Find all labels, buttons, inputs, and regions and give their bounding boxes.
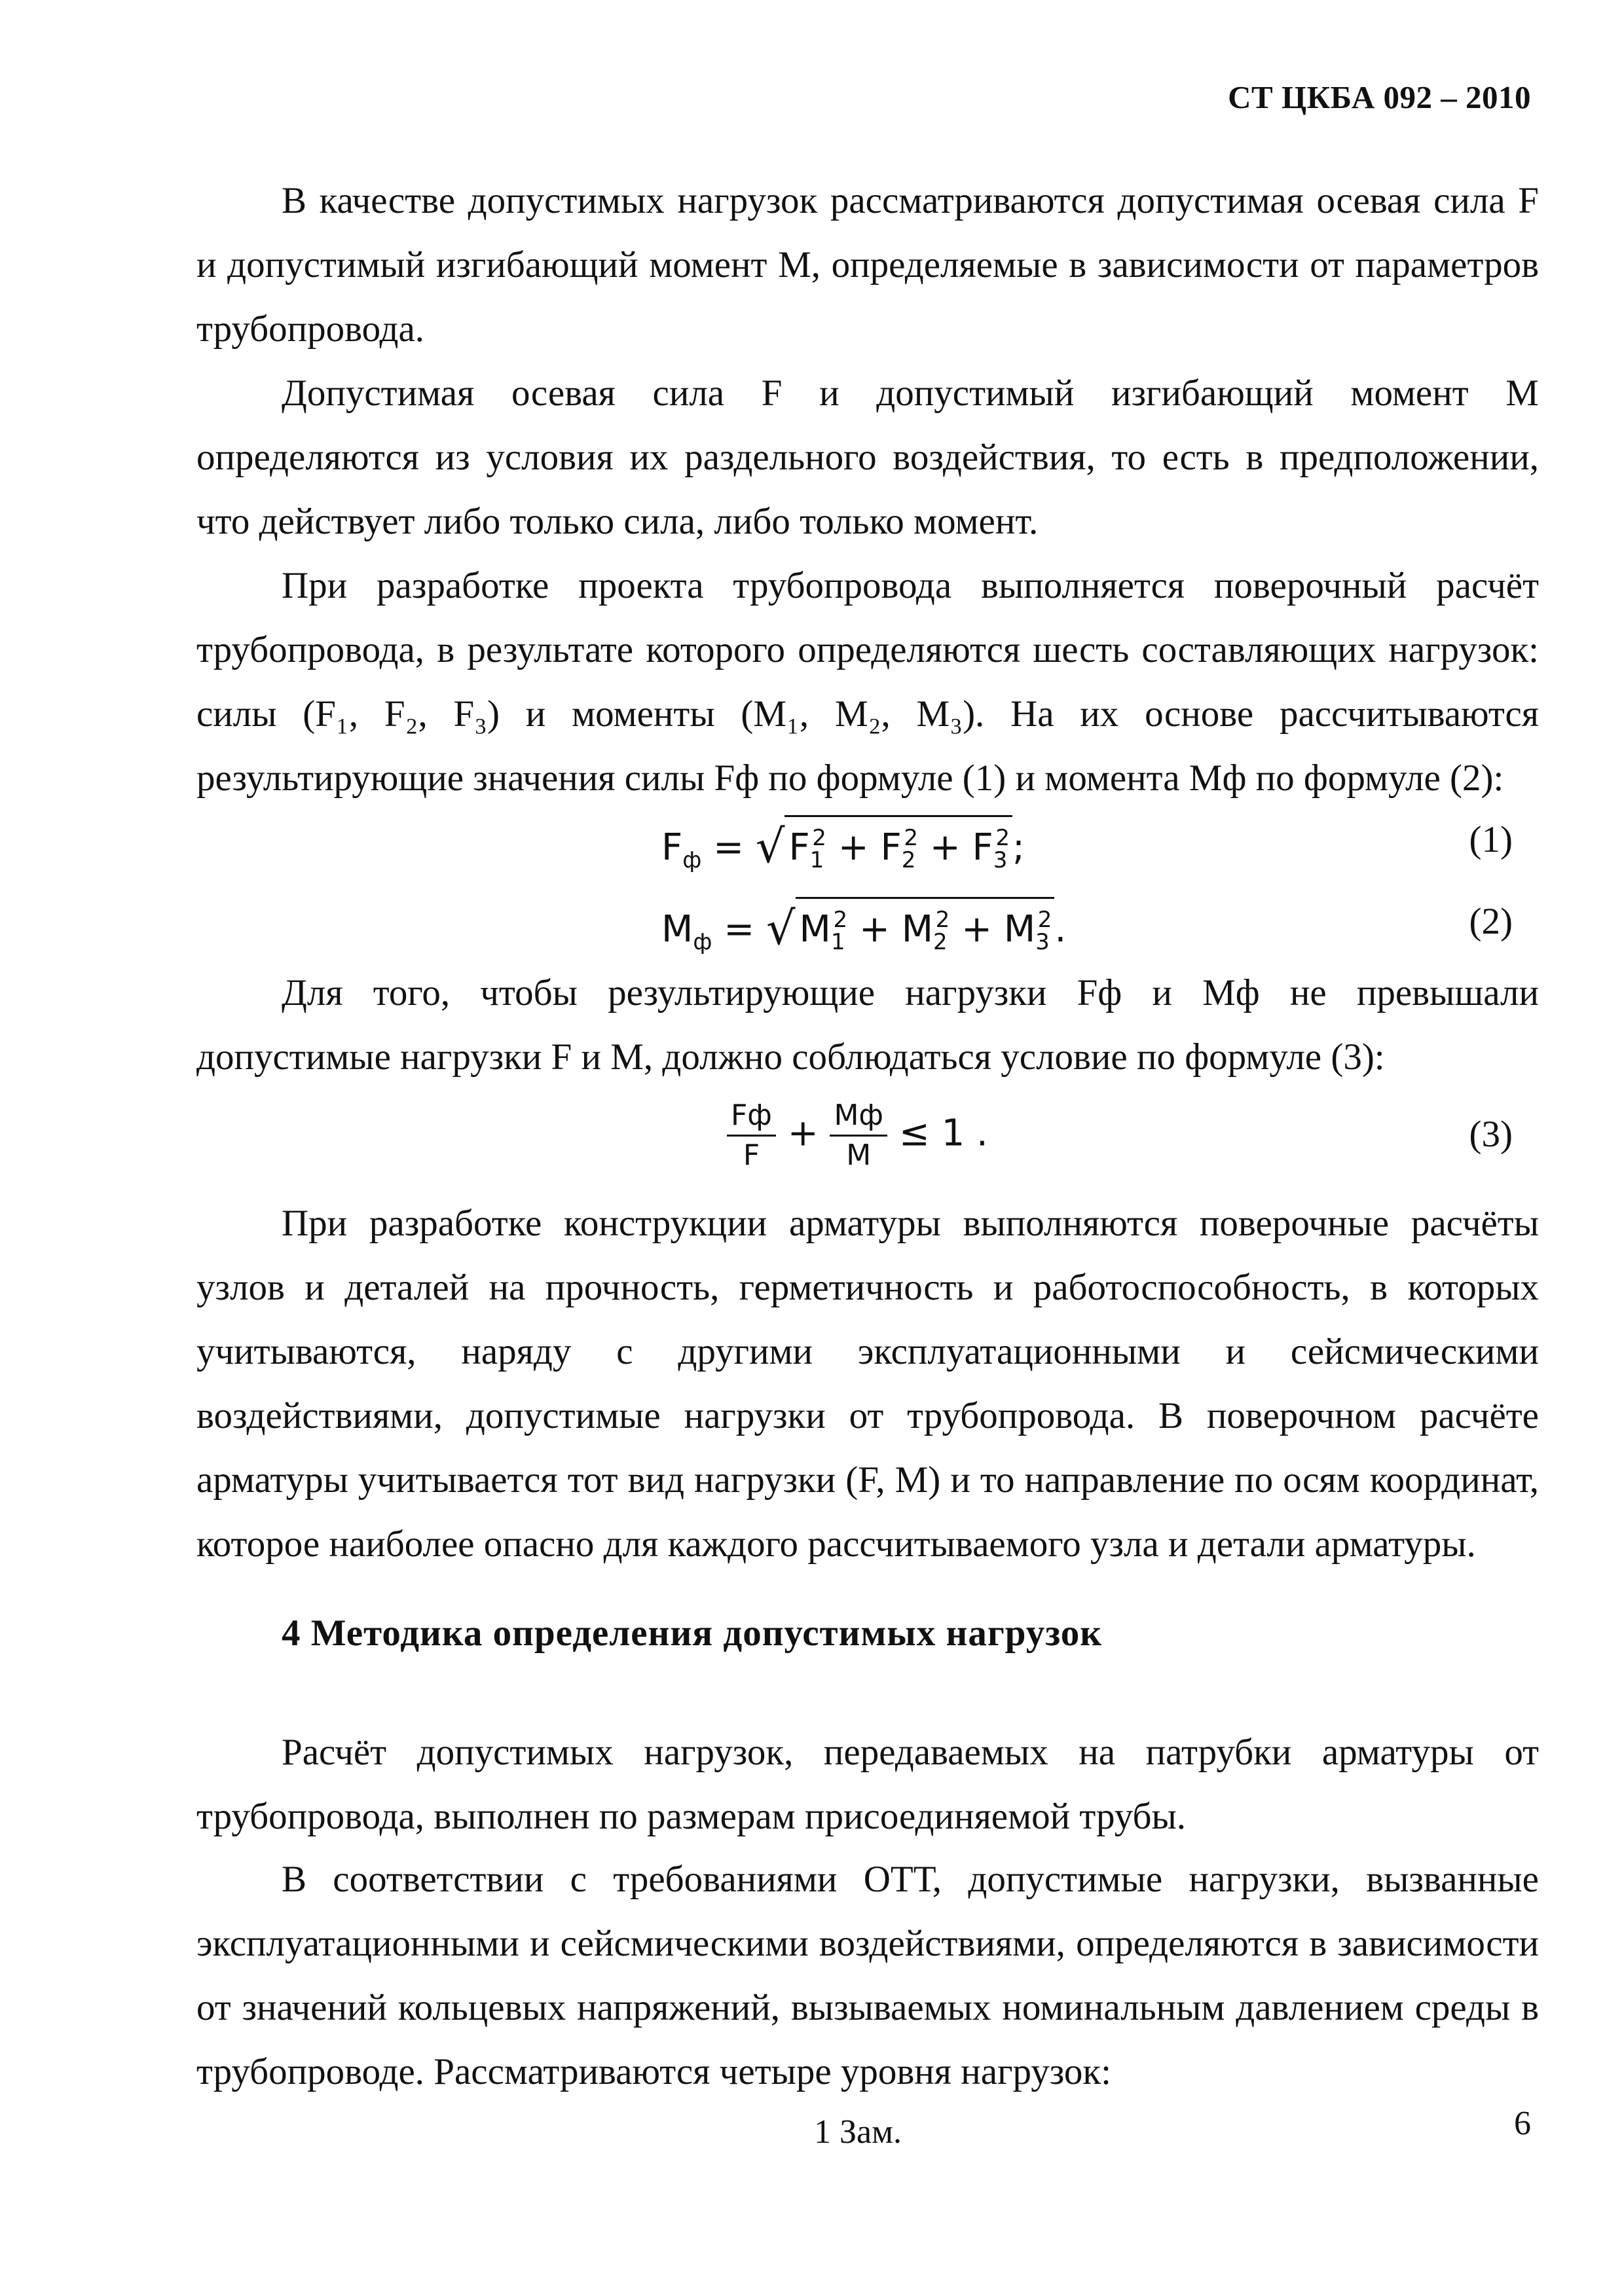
revision-note: 1 Зам. (814, 2113, 902, 2151)
formula-2-radicand: $M_1^2 + M_2^2 + M_3^2$ (796, 897, 1055, 963)
paragraph-1: В качестве допустимых нагрузок рассматриваются допустимая осевая сила F и допустимый изгибающий момент M, определяемые в зависимости от параметров трубопровода. (196, 180, 1539, 350)
section-heading: 4 Методика определения допустимых нагрузок (282, 1613, 1103, 1654)
formula-3-number: (3) (1469, 1114, 1513, 1155)
paragraph-7: В соответствии с требованиями ОТТ, допустимые нагрузки, вызванные эксплуатационными и сейсмическими воздействиями, определяются в зависимости от значений кольцевых напряжений, вызываемых номинальным давлением среды в трубопроводе. Рассматриваются четыре уровня нагрузок: (196, 1859, 1539, 2092)
formula-1-number: (1) (1469, 819, 1513, 860)
formula-1-lhs: F (661, 826, 683, 869)
sqrt-icon: √ (766, 902, 796, 955)
formula-3: $\frac{Fф}{F}$ + $\frac{Mф}{M}$ ≤ 1 . (727, 1097, 988, 1175)
fraction-force: $\frac{Fф}{F}$ (727, 1097, 776, 1175)
document-code: СТ ЦКБА 092 – 2010 (1228, 79, 1531, 115)
formula-2-number: (2) (1469, 901, 1513, 942)
sqrt-icon: √ (755, 820, 785, 873)
formula-1-radicand: $F_1^2 + F_2^2 + F_3^2$ (784, 815, 1012, 881)
formula-2-lhs-sub: ф (693, 929, 712, 955)
formula-3-relation: ≤ 1 . (898, 1112, 988, 1155)
paragraph-3: При разработке проекта трубопровода выполняется поверочный расчёт трубопровода, в результате которого определяются шесть составляющих нагрузок: силы (F₁, F₂, F₃) и моменты (M₁, M₂, M₃). На их основе рассчитываются результирующие значения силы Fф по формуле (1) и момента Mф по формуле (2): (196, 565, 1539, 799)
formula-2: $M_ф$ = √ $M_1^2 + M_2^2 + M_3^2$. (661, 897, 1066, 968)
fraction-moment: $\frac{Mф}{M}$ (830, 1097, 887, 1175)
page-number: 6 (1514, 2105, 1531, 2142)
paragraph-5: При разработке конструкции арматуры выполняются поверочные расчёты узлов и деталей на прочность, герметичность и работоспособность, в которых учитываются, наряду с другими эксплуатационными и сейсмическими воздействиями, допустимые нагрузки от трубопровода. В поверочном расчёте арматуры учитывается тот вид нагрузки (F, M) и то направление по осям координат, которое наиболее опасно для каждого рассчитываемого узла и детали арматуры. (196, 1203, 1539, 1565)
paragraph-2: Допустимая осевая сила F и допустимый изгибающий момент M определяются из условия их раздельного воздействия, то есть в предположении, что действует либо только сила, либо только момент. (196, 373, 1539, 542)
formula-2-lhs: M (661, 908, 693, 951)
paragraph-6: Расчёт допустимых нагрузок, передаваемых на патрубки арматуры от трубопровода, выполнен по размерам присоединяемой трубы. (196, 1732, 1539, 1837)
formula-1: $F_ф$ = √ $F_1^2 + F_2^2 + F_3^2$; (661, 815, 1025, 886)
formula-1-lhs-sub: ф (682, 847, 702, 873)
paragraph-4: Для того, чтобы результирующие нагрузки Fф и Mф не превышали допустимые нагрузки F и M, должно соблюдаться условие по формуле (3): (196, 972, 1539, 1078)
